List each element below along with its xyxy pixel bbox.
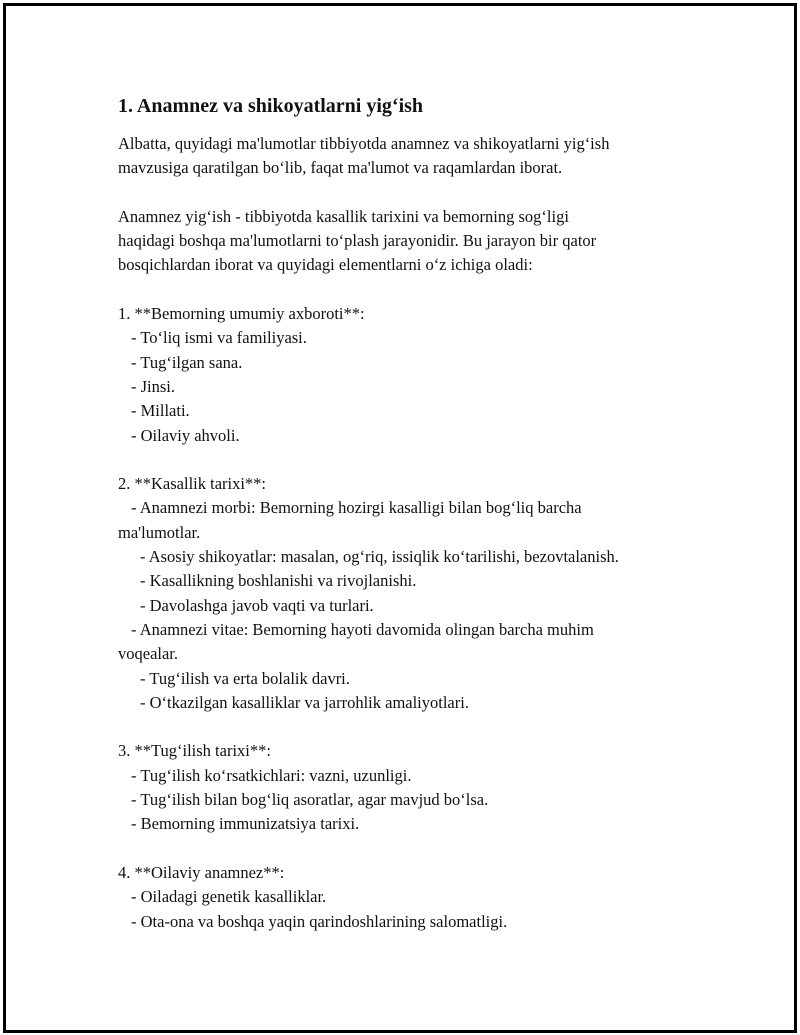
text-line: - Tug‘ilgan sana. xyxy=(131,352,243,372)
blank-line xyxy=(118,278,718,302)
text-line: voqealar. xyxy=(118,644,179,664)
text-line: - Oiladagi genetik kasalliklar. xyxy=(131,887,327,907)
blank-line xyxy=(118,448,718,472)
text-line: 3. **Tug‘ilish tarixi**: xyxy=(118,741,271,761)
text-line: - Bemorning immunizatsiya tarixi. xyxy=(131,814,360,834)
text-line: - Tug‘ilish bilan bog‘liq asoratlar, agar mavjud bo‘lsa. xyxy=(131,790,489,810)
blank-line xyxy=(118,715,718,739)
text-line: mavzusiga qaratilgan bo‘lib, faqat ma'lumot va raqamlardan iborat. xyxy=(118,158,563,178)
text-line: - Davolashga javob vaqti va turlari. xyxy=(140,595,374,615)
text-line: bosqichlardan iborat va quyidagi elementlarni o‘z ichiga oladi: xyxy=(118,255,533,275)
text-line: - Jinsi. xyxy=(131,376,176,396)
text-line: - To‘liq ismi va familiyasi. xyxy=(131,328,307,348)
blank-line xyxy=(118,181,718,205)
text-line: - Anamnezi vitae: Bemorning hayoti davomida olingan barcha muhim xyxy=(131,619,594,639)
text-line: - Tug‘ilish va erta bolalik davri. xyxy=(140,668,350,688)
text-line: 4. **Oilaviy anamnez**: xyxy=(118,862,285,882)
text-line: - Anamnezi morbi: Bemorning hozirgi kasalligi bilan bog‘liq barcha xyxy=(131,498,582,518)
text-line: - Millati. xyxy=(131,401,190,421)
blank-line xyxy=(118,837,718,861)
text-line: 2. **Kasallik tarixi**: xyxy=(118,474,267,494)
text-line: Anamnez yig‘ish - tibbiyotda kasallik tarixini va bemorning sog‘ligi xyxy=(118,206,569,226)
text-line: - Asosiy shikoyatlar: masalan, og‘riq, issiqlik ko‘tarilishi, bezovtalanish. xyxy=(140,547,619,567)
text-line: - Oilaviy ahvoli. xyxy=(131,425,240,445)
text-line: - Ota-ona va boshqa yaqin qarindoshlarining salomatligi. xyxy=(131,911,508,931)
text-line: Albatta, quyidagi ma'lumotlar tibbiyotda anamnez va shikoyatlarni yig‘ish xyxy=(118,134,610,153)
document-body xyxy=(118,92,718,934)
section-heading: 1. Anamnez va shikoyatlarni yig‘ish xyxy=(118,95,424,117)
text-line: ma'lumotlar. xyxy=(118,522,201,542)
text-line: - Kasallikning boshlanishi va rivojlanishi. xyxy=(140,571,417,591)
text-line: 1. **Bemorning umumiy axboroti**: xyxy=(118,304,365,324)
text-line: - O‘tkazilgan kasalliklar va jarrohlik amaliyotlari. xyxy=(140,692,469,712)
text-line: haqidagi boshqa ma'lumotlarni to‘plash jarayonidir. Bu jarayon bir qator xyxy=(118,231,597,251)
text-line: - Tug‘ilish ko‘rsatkichlari: vazni, uzunligi. xyxy=(131,765,412,785)
text-lines xyxy=(118,132,718,934)
